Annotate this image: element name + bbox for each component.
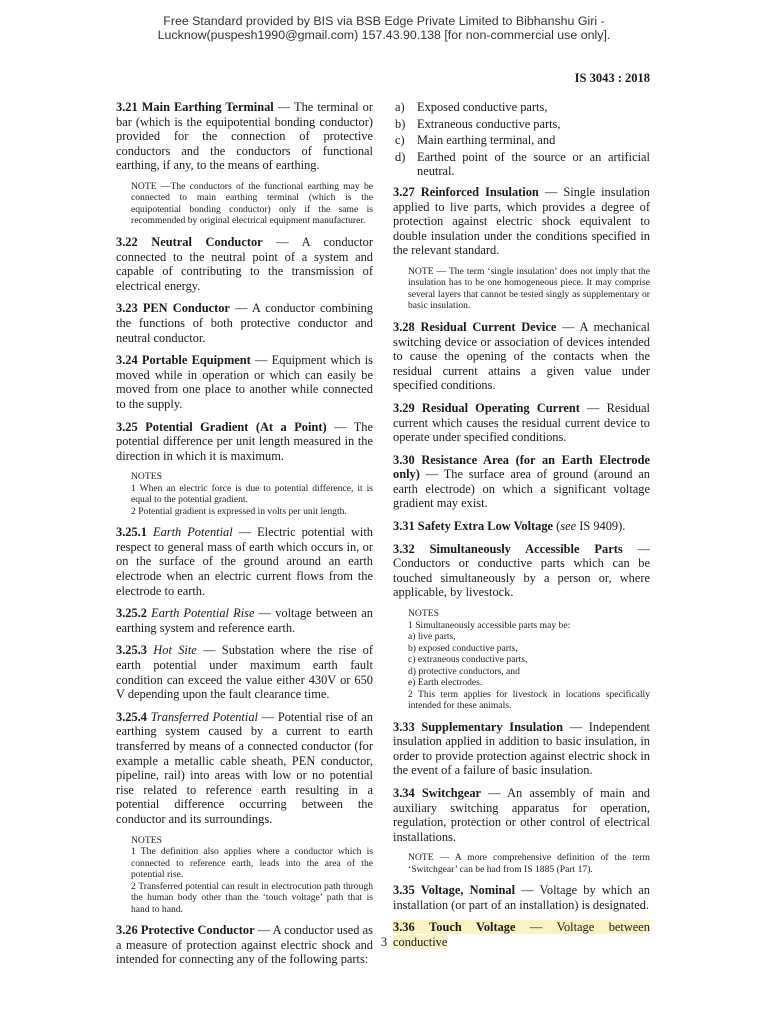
clause-number: 3.25.3 <box>116 643 147 658</box>
clause-term: Switchgear <box>421 785 482 800</box>
clause-term: Earth Potential <box>153 525 233 540</box>
clause-term: Voltage, Nominal <box>420 883 516 898</box>
clause-text: — An assembly of main and auxiliary switching apparatus for operation, regulation, protection or other control of electrical installations. <box>393 785 650 844</box>
clause-number: 3.35 <box>393 883 415 898</box>
clause-number: 3.23 <box>116 301 138 316</box>
clause-term: Residual Operating Current <box>421 400 580 415</box>
list-item <box>393 117 650 132</box>
clause-3-29 <box>393 401 650 445</box>
note-item: c) extraneous conductive parts, <box>408 654 528 666</box>
clause-text: — The terminal or bar (which is the equipotential bonding conductor) provided for the connection of protective conductors and the conductors of functional earthing, if any, to the means of earthing. <box>116 100 373 173</box>
notes-heading: NOTES <box>131 471 162 483</box>
clause-3-32 <box>393 542 650 600</box>
clause-number: 3.33 <box>393 719 415 734</box>
watermark-banner <box>0 14 768 42</box>
right-column <box>393 100 650 958</box>
list-text: Extraneous conductive parts, <box>417 116 561 131</box>
list-text: Earthed point of the source or an artificial neutral. <box>417 149 650 179</box>
clause-number: 3.22 <box>116 234 138 249</box>
notes-3-32 <box>408 608 650 712</box>
list-label: a) <box>395 100 405 114</box>
list-label: d) <box>395 149 406 164</box>
clause-number: 3.30 <box>393 452 415 467</box>
clause-term: Hot Site <box>153 643 197 658</box>
clause-text: IS 9409). <box>576 519 626 534</box>
notes-3-25-4 <box>131 835 373 916</box>
note-item: 2 Transferred potential can result in electrocution path through the human body other than the ‘touch voltage’ path that is hand to hand. <box>131 880 373 915</box>
clause-term: Potential Gradient (At a Point) <box>145 419 327 434</box>
clause-term: Simultaneously Accessible Parts <box>429 541 623 556</box>
notes-heading: NOTES <box>131 834 162 846</box>
clause-3-33 <box>393 720 650 778</box>
protective-parts-list <box>393 100 650 179</box>
clause-text: — Residual current which causes the residual current device to operate under specified conditions. <box>393 400 650 445</box>
clause-3-25-4 <box>116 710 373 827</box>
clause-3-30 <box>393 453 650 511</box>
list-text: Main earthing terminal, and <box>417 133 556 148</box>
note-3-27: NOTE — The term ‘single insulation’ does not imply that the insulation has to be one homogeneous piece. It may comprise several layers that cannot be tested singly as supplementary or basic insulation. <box>408 265 650 312</box>
clause-text: — Voltage between conductive <box>393 920 650 950</box>
clause-text: — A conductor combining the functions of both protective conductor and neutral conductor. <box>116 301 373 345</box>
clause-text: — Electric potential with respect to general mass of earth which occurs in, or on the surface of the ground around an earth electrode when an electric current flows from the electrode to earth. <box>116 525 374 598</box>
clause-text: — A conductor connected to the neutral point of a system and capable of contributing to the transmission of electrical energy. <box>116 234 373 293</box>
clause-term: Transferred Potential <box>150 709 258 724</box>
clause-3-25-2 <box>116 606 373 635</box>
see-reference: see <box>560 519 577 534</box>
list-text: Exposed conductive parts, <box>417 100 548 114</box>
clause-3-22 <box>116 235 373 293</box>
clause-text: — Potential rise of an earthing system caused by a current to earth transferred by means of a connected conductor (for example a metallic cable sheath, PEN conductor, pipeline, rail) into areas with low or no potential rise related to reference earth resulting in a potential difference occurring between the conductor and its surroundings. <box>116 709 373 826</box>
clause-3-25-1 <box>116 525 373 598</box>
clause-term: Main Earthing Terminal <box>141 100 274 114</box>
clause-number: 3.25.1 <box>116 525 147 540</box>
note-3-21: NOTE —The conductors of the functional earthing may be connected to main earthing terminal (which is the equipotential bonding conductor) only if the same is recommended by original electrical equipment manufacturer. <box>131 180 373 227</box>
list-label: c) <box>395 133 405 148</box>
clause-text: — A mechanical switching device or association of devices intended to cause the opening of the contacts when the residual current attains a given value under specified conditions. <box>393 319 650 393</box>
list-item <box>393 150 650 179</box>
clause-text: — Equipment which is moved while in operation or which can easily be moved from one place to another while connected to the supply. <box>116 353 373 411</box>
clause-number: 3.29 <box>393 400 415 415</box>
note-item: a) live parts, <box>408 631 456 643</box>
standard-number: IS 3043 : 2018 <box>574 71 650 85</box>
clause-number: 3.36 <box>393 920 415 935</box>
clause-3-35 <box>393 883 650 912</box>
clause-term: Safety Extra Low Voltage <box>417 519 554 534</box>
notes-3-25 <box>131 471 373 517</box>
note-item: 1 Simultaneously accessible parts may be: <box>408 619 571 631</box>
clause-number: 3.31 <box>393 519 415 534</box>
clause-term: Residual Current Device <box>420 319 557 334</box>
clause-number: 3.28 <box>393 319 415 334</box>
clause-text: — A conductor used as a measure of protection against electric shock and intended for connecting any of the following parts: <box>116 923 373 967</box>
clause-term: Protective Conductor <box>140 923 255 938</box>
clause-term: Neutral Conductor <box>151 234 263 249</box>
clause-number: 3.34 <box>393 785 415 800</box>
clause-term: PEN Conductor <box>142 301 230 316</box>
clause-term: Supplementary Insulation <box>421 719 564 734</box>
clause-3-31 <box>393 519 650 534</box>
clause-text: — Substation where the rise of earth potential under maximum earth fault condition can exceed the value either 430V or 650 V depending upon the fault clearance time. <box>116 643 373 702</box>
banner-line-1: Free Standard provided by BIS via BSB Edge Private Limited to Bibhanshu Giri - <box>163 14 605 28</box>
banner-line-2: Lucknow(puspesh1990@gmail.com) 157.43.90.138 [for non-commercial use only]. <box>157 28 611 42</box>
clause-number: 3.25.2 <box>116 606 147 621</box>
page-number: 3 <box>380 935 388 949</box>
clause-number: 3.25 <box>116 419 138 434</box>
clause-3-34 <box>393 786 650 844</box>
clause-term: Touch Voltage <box>429 920 516 935</box>
clause-number: 3.26 <box>116 923 138 938</box>
note-item: d) protective conductors, and <box>408 665 520 677</box>
clause-3-27 <box>393 185 650 258</box>
clause-text: ( <box>553 519 561 534</box>
clause-text: — The surface area of ground (around an earth electrode) on which a significant voltage gradient may exist. <box>393 467 650 511</box>
clause-number: 3.24 <box>116 353 138 368</box>
note-item: 2 Potential gradient is expressed in volts per unit length. <box>131 505 347 517</box>
note-item: b) exposed conductive parts, <box>408 642 518 654</box>
clause-3-24 <box>116 353 373 411</box>
clause-text: — Single insulation applied to live parts, which provides a degree of protection against electric shock equivalent to double insulation under the conditions specified in the relevant standard. <box>393 184 650 258</box>
clause-number: 3.21 <box>116 100 138 114</box>
clause-text: — Voltage by which an installation (or part of an installation) is designated. <box>393 883 650 912</box>
list-label: b) <box>395 116 406 131</box>
left-column <box>116 100 373 975</box>
note-item: e) Earth electrodes. <box>408 677 483 689</box>
clause-text: — Independent insulation applied in addition to basic insulation, in order to provide protection against electric shock in the event of a failure of basic insulation. <box>393 719 650 778</box>
note-item: 1 The definition also applies where a conductor which is connected to reference earth, leads into the area of the potential rise. <box>131 846 373 881</box>
list-item <box>393 133 650 148</box>
clause-term: Reinforced Insulation <box>420 184 539 199</box>
clause-number: 3.32 <box>393 541 415 556</box>
clause-3-28 <box>393 320 650 393</box>
clause-text: — The potential difference per unit length measured in the direction in which it is maximum. <box>116 419 373 463</box>
clause-number: 3.25.4 <box>116 709 147 724</box>
clause-3-21 <box>116 100 373 173</box>
clause-term: Earth Potential Rise <box>151 606 255 621</box>
clause-text: — Conductors or conductive parts which can be touched simultaneously by a person or, where applicable, by livestock. <box>393 541 650 600</box>
clause-term: Resistance Area (for an Earth Electrode only) <box>393 452 650 482</box>
clause-text: — voltage between an earthing system and reference earth. <box>116 606 373 635</box>
note-3-34: NOTE — A more comprehensive definition of the term ‘Switchgear’ can be had from IS 1885 (Part 17). <box>408 852 650 875</box>
clause-term: Portable Equipment <box>141 353 251 368</box>
note-item: 1 When an electric force is due to potential difference, it is equal to the potential gradient. <box>131 482 373 506</box>
clause-3-25 <box>116 420 373 464</box>
list-item <box>393 100 650 115</box>
clause-3-23 <box>116 301 373 345</box>
note-item: 2 This term applies for livestock in locations specifically intended for these animals. <box>408 688 650 712</box>
clause-3-25-3 <box>116 643 373 701</box>
notes-heading: NOTES <box>408 608 439 620</box>
clause-number: 3.27 <box>393 184 415 199</box>
